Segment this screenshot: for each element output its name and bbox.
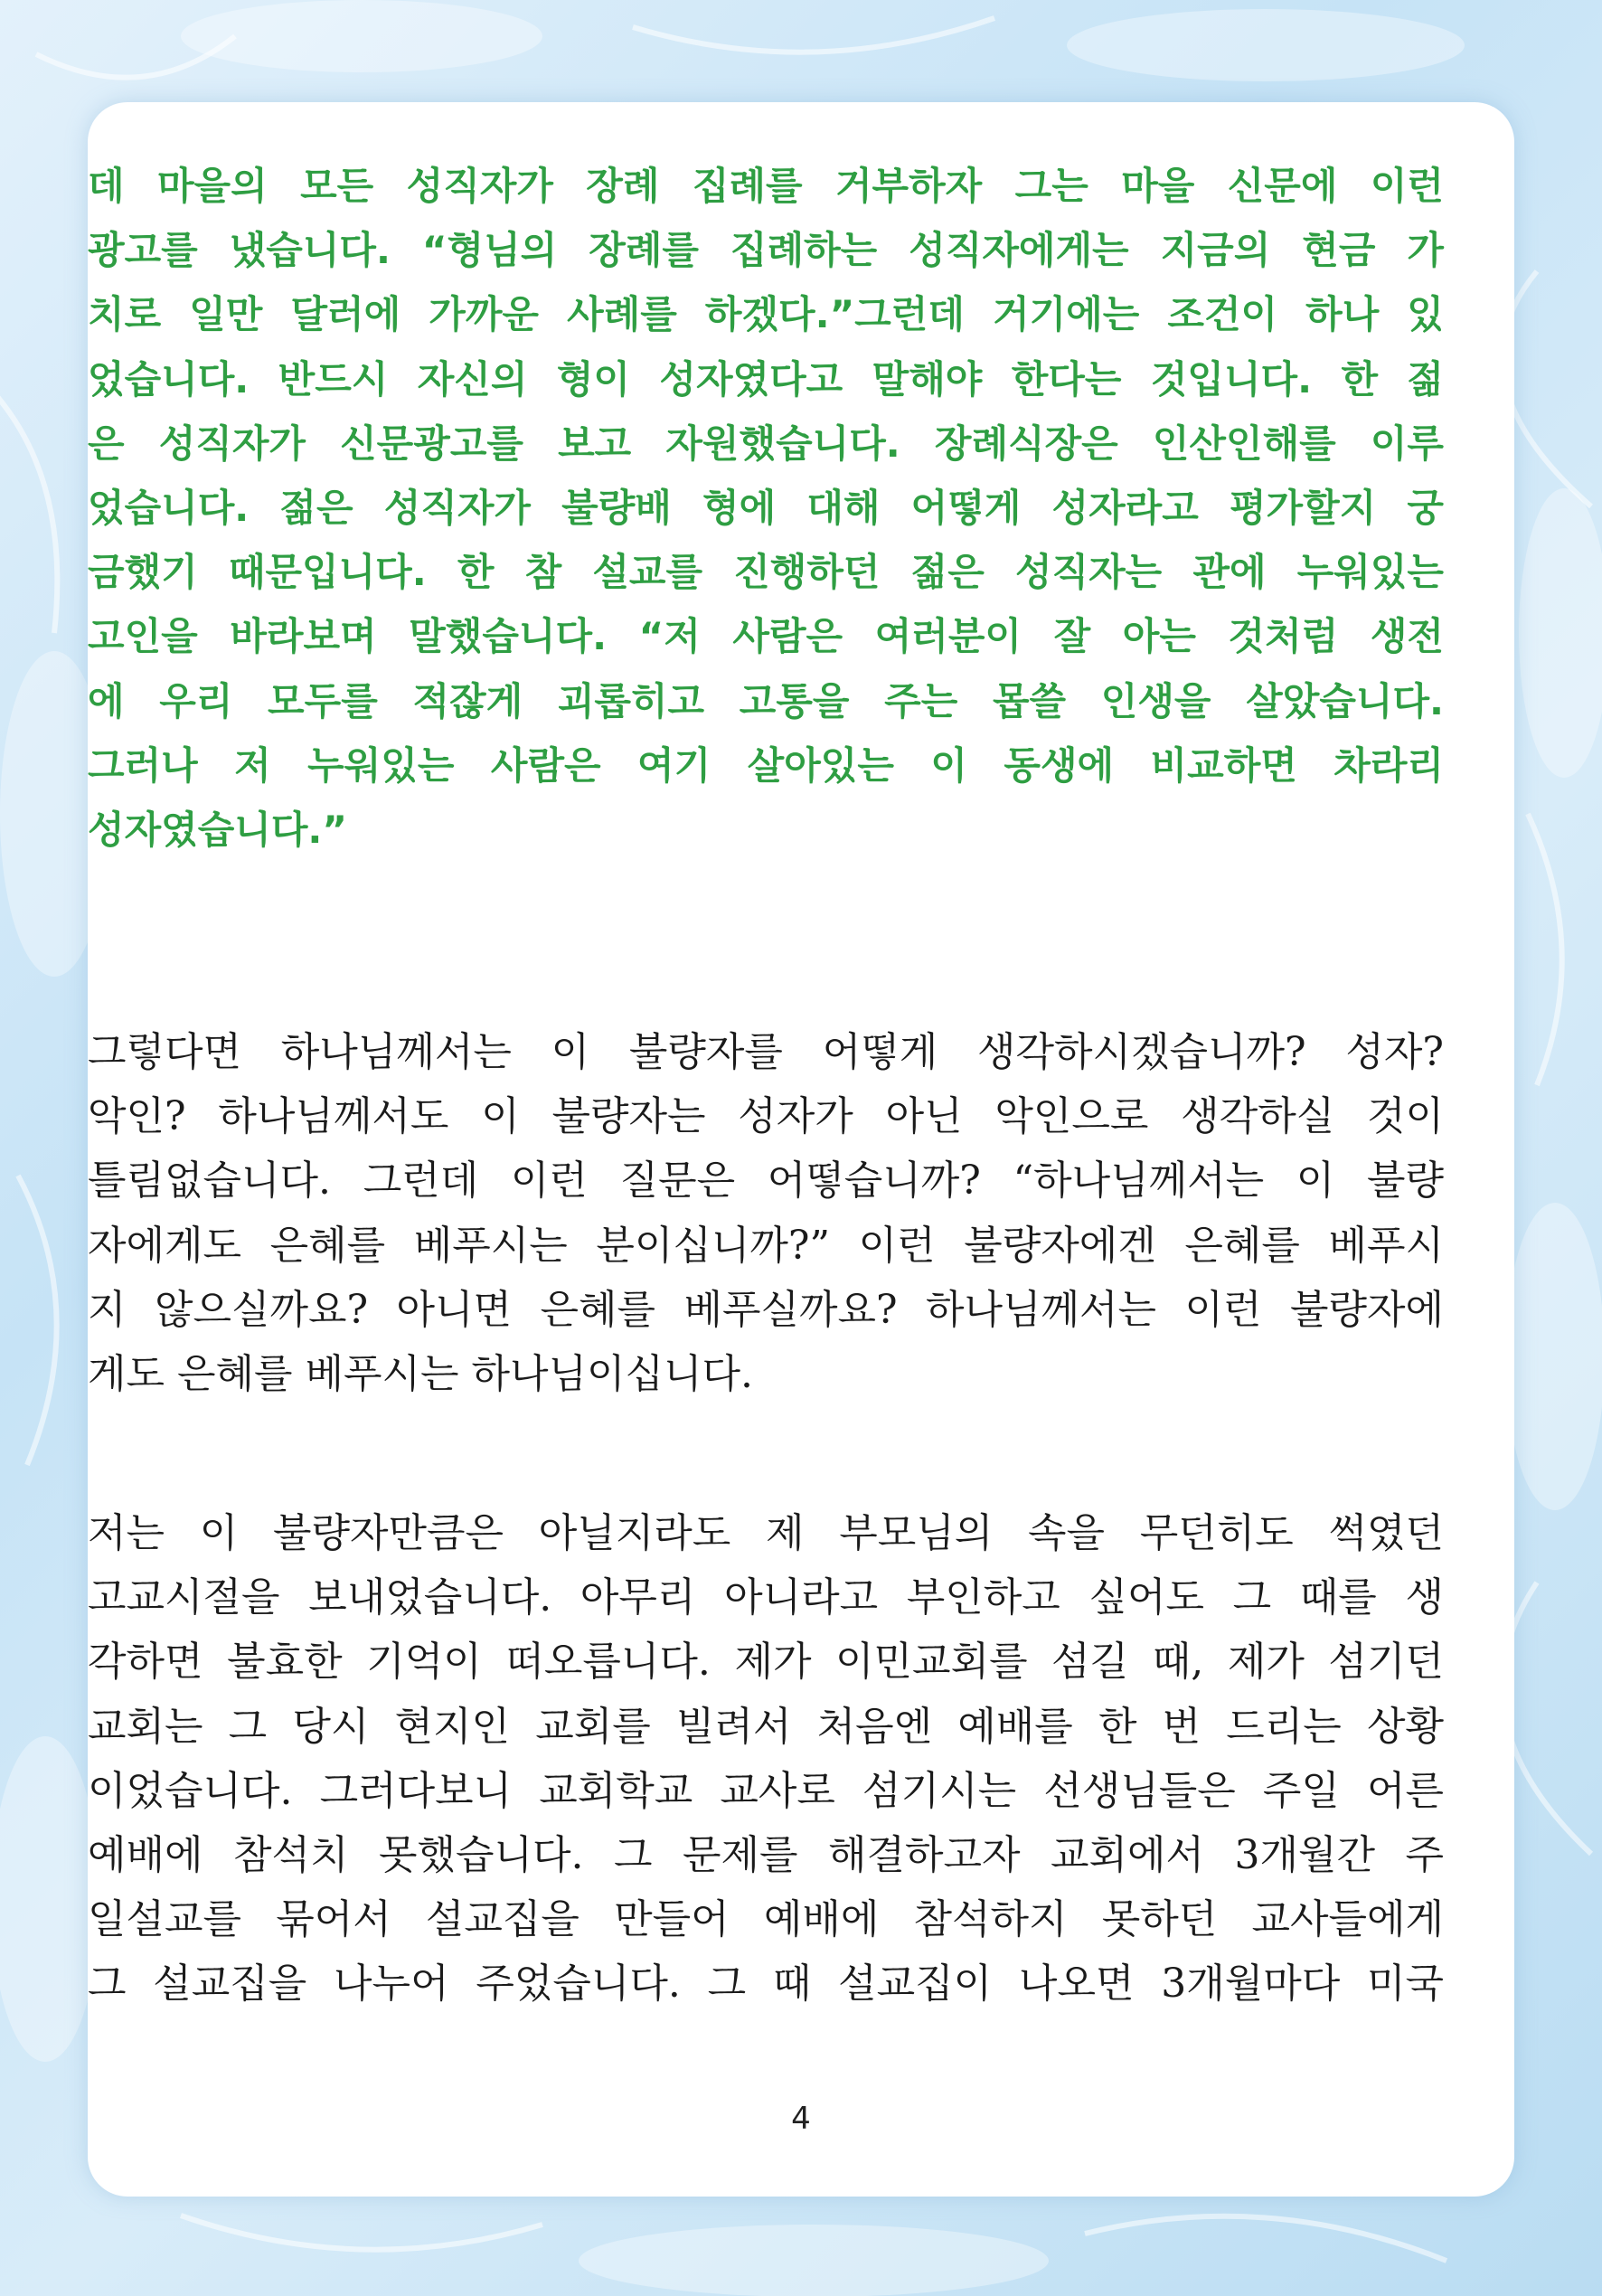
paragraph-3-line: 고교시절을 보내었습니다. 아무리 아니라고 부인하고 싶어도 그 때를 생 (88, 1574, 1444, 1621)
paragraph-3-line: 각하면 불효한 기억이 떠오릅니다. 제가 이민교회를 섬길 때, 제가 섬기던 (88, 1639, 1444, 1686)
paragraph-2 (88, 1020, 1444, 1406)
paragraph-1-line: 고인을 바라보며 말했습니다. “저 사람은 여러분이 잘 아는 것처럼 생전 (88, 614, 1444, 659)
paragraph-2-line: 지 않으실까요? 아니면 은혜를 베푸실까요? 하나님께서는 이런 불량자에 (88, 1286, 1444, 1333)
paragraph-1-line: 은 성직자가 신문광고를 보고 자원했습니다. 장례식장은 인산인해를 이루 (88, 420, 1444, 466)
paragraph-1-line: 그러나 저 누워있는 사람은 여기 살아있는 이 동생에 비교하면 차라리 (88, 742, 1444, 788)
paragraph-2-line: 악인? 하나님께서도 이 불량자는 성자가 아닌 악인으로 생각하실 것이 (88, 1093, 1444, 1140)
paragraph-3-line: 교회는 그 당시 현지인 교회를 빌려서 처음엔 예배를 한 번 드리는 상황 (88, 1703, 1444, 1750)
paragraph-2-line: 그렇다면 하나님께서는 이 불량자를 어떻게 생각하시겠습니까? 성자? (88, 1029, 1444, 1075)
paragraph-2-line: 자에게도 은혜를 베푸시는 분이십니까?” 이런 불량자에겐 은혜를 베푸시 (88, 1222, 1444, 1269)
paragraph-3-line: 일설교를 묶어서 설교집을 만들어 예배에 참석하지 못하던 교사들에게 (88, 1896, 1444, 1943)
paragraph-1-line: 었습니다. 반드시 자신의 형이 성자였다고 말해야 한다는 것입니다. 한 젊 (88, 356, 1444, 402)
paragraph-1-line: 에 우리 모두를 적잖게 괴롭히고 고통을 주는 몹쓸 인생을 살았습니다. (88, 678, 1444, 723)
paragraph-2-line: 게도 은혜를 베푸시는 하나님이십니다. (88, 1350, 754, 1397)
page-number: 4 (791, 2101, 811, 2137)
paragraph-2-line: 틀림없습니다. 그런데 이런 질문은 어떻습니까? “하나님께서는 이 불량 (88, 1157, 1444, 1205)
paragraph-3 (88, 1501, 1444, 2017)
paragraph-3-line: 그 설교집을 나누어 주었습니다. 그 때 설교집이 나오면 3개월마다 미국 (88, 1961, 1444, 2008)
paragraph-3-line: 예배에 참석치 못했습니다. 그 문제를 해결하고자 교회에서 3개월간 주 (88, 1831, 1444, 1878)
paragraph-1-line: 었습니다. 젊은 성직자가 불량배 형에 대해 어떻게 성자라고 평가할지 궁 (88, 485, 1444, 530)
paragraph-1 (88, 154, 1444, 862)
paragraph-1-line: 성자였습니다.” (88, 807, 347, 852)
paragraph-1-line: 치로 일만 달러에 가까운 사례를 하겠다.”그런데 거기에는 조건이 하나 있 (88, 292, 1444, 337)
paragraph-1-line: 광고를 냈습니다. “형님의 장례를 집례하는 성직자에게는 지금의 현금 가 (88, 228, 1444, 273)
paragraph-3-line: 이었습니다. 그러다보니 교회학교 교사로 섬기시는 선생님들은 주일 어른 (88, 1767, 1444, 1814)
paragraph-1-line: 금했기 때문입니다. 한 참 설교를 진행하던 젊은 성직자는 관에 누워있는 (88, 550, 1444, 595)
paragraph-1-line: 데 마을의 모든 성직자가 장례 집례를 거부하자 그는 마을 신문에 이런 (88, 164, 1444, 208)
paragraph-3-line: 저는 이 불량자만큼은 아닐지라도 제 부모님의 속을 무던히도 썩였던 (88, 1510, 1444, 1556)
